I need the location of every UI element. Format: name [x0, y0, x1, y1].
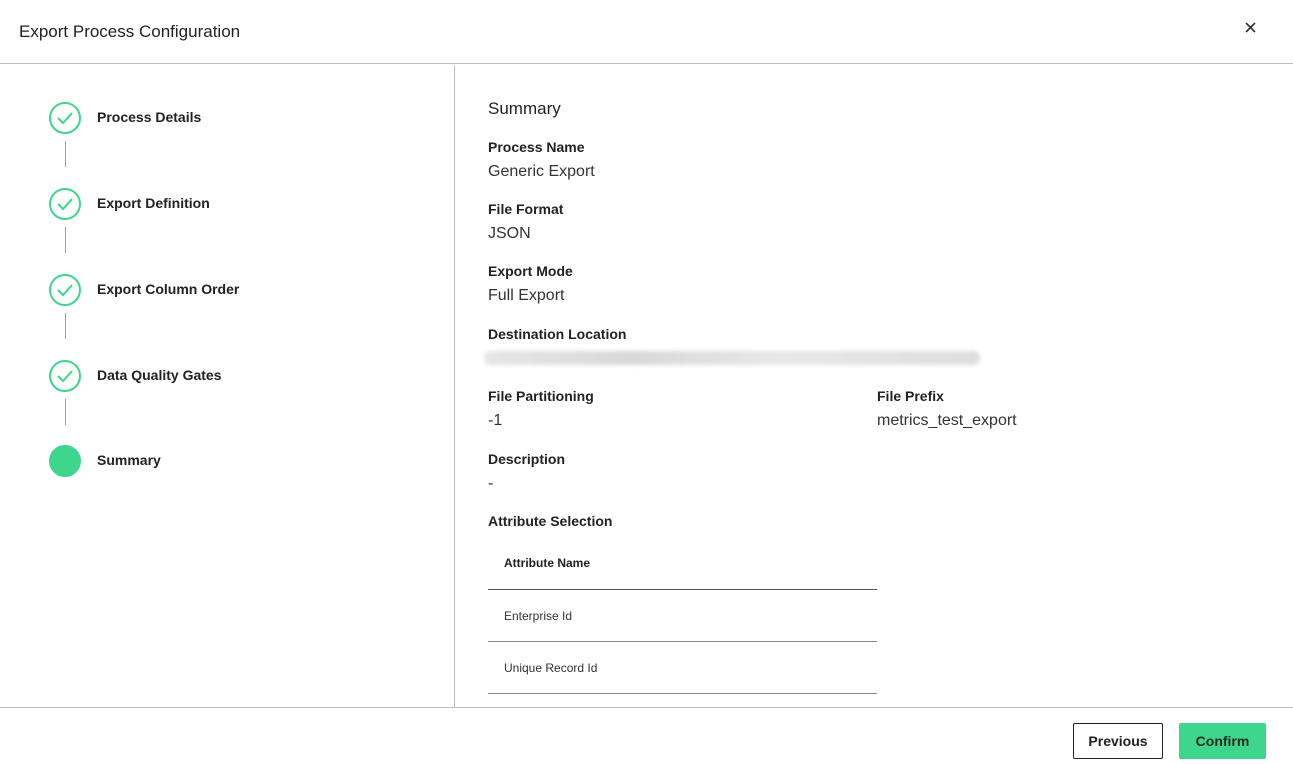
check-icon — [56, 111, 74, 125]
step-label: Export Definition — [97, 195, 210, 211]
check-icon — [56, 369, 74, 383]
step-label: Export Column Order — [97, 281, 240, 297]
attribute-selection-label: Attribute Selection — [488, 513, 613, 529]
dialog-title: Export Process Configuration — [19, 22, 241, 41]
step-complete-indicator — [49, 188, 81, 220]
step-summary[interactable] — [49, 445, 161, 477]
close-button[interactable] — [1240, 17, 1260, 37]
destination-location-redacted — [484, 351, 980, 365]
check-icon — [56, 283, 74, 297]
confirm-button[interactable]: Confirm — [1179, 723, 1266, 759]
step-connector — [65, 141, 66, 167]
step-label: Process Details — [97, 109, 202, 125]
check-icon — [56, 197, 74, 211]
file-prefix-label: File Prefix — [877, 388, 944, 404]
close-icon — [1245, 22, 1256, 33]
step-connector — [65, 227, 66, 253]
file-format-value: JSON — [488, 225, 531, 242]
description-value: - — [488, 475, 494, 492]
destination-location-label: Destination Location — [488, 326, 627, 342]
dialog-header — [0, 0, 1293, 64]
table-row: Enterprise Id — [488, 590, 877, 642]
summary-title: Summary — [488, 99, 561, 118]
stepper-panel — [0, 65, 455, 707]
process-name-label: Process Name — [488, 139, 585, 155]
attribute-table — [488, 536, 877, 694]
dialog-footer — [0, 707, 1293, 764]
export-mode-label: Export Mode — [488, 263, 573, 279]
file-partitioning-label: File Partitioning — [488, 388, 594, 404]
attribute-name-column-header: Attribute Name — [488, 536, 877, 590]
step-complete-indicator — [49, 274, 81, 306]
table-row: Unique Record Id — [488, 642, 877, 694]
step-process-details[interactable] — [49, 102, 202, 134]
step-connector — [65, 313, 66, 339]
file-partitioning-value: -1 — [488, 412, 503, 429]
step-data-quality-gates[interactable] — [49, 360, 222, 392]
step-complete-indicator — [49, 360, 81, 392]
step-connector — [65, 399, 66, 425]
summary-panel — [456, 65, 1293, 707]
file-format-label: File Format — [488, 201, 564, 217]
step-label: Data Quality Gates — [97, 367, 222, 383]
file-prefix-value: metrics_test_export — [877, 412, 1017, 429]
step-export-column-order[interactable] — [49, 274, 240, 306]
previous-button[interactable]: Previous — [1073, 723, 1163, 759]
step-label: Summary — [97, 452, 161, 468]
step-complete-indicator — [49, 102, 81, 134]
description-label: Description — [488, 451, 566, 467]
export-mode-value: Full Export — [488, 287, 565, 304]
step-export-definition[interactable] — [49, 188, 210, 220]
step-active-indicator — [49, 445, 81, 477]
process-name-value: Generic Export — [488, 163, 595, 180]
